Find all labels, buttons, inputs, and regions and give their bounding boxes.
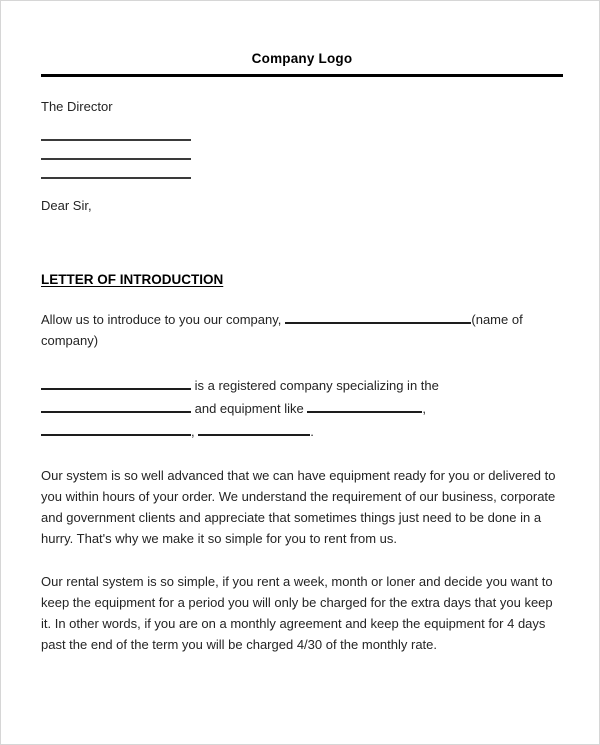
- registered-line-1: [41, 374, 563, 397]
- registered-line-2-text: and equipment like: [194, 401, 304, 417]
- equipment-item-blank-1[interactable]: [307, 398, 422, 413]
- specialization-blank[interactable]: [41, 398, 191, 413]
- registered-name-blank[interactable]: [41, 375, 191, 390]
- section-heading: LETTER OF INTRODUCTION: [41, 272, 224, 288]
- intro-paragraph: [41, 309, 563, 351]
- registered-line-3: [41, 420, 563, 443]
- registered-company-block: [41, 374, 563, 443]
- salutation-line: Dear Sir,: [41, 198, 92, 214]
- company-name-blank[interactable]: [285, 309, 471, 324]
- address-block: [41, 139, 563, 179]
- recipient-line: The Director: [41, 99, 113, 115]
- registered-line-1-text: is a registered company specializing in the: [194, 378, 439, 394]
- registered-line-2-comma: ,: [422, 401, 427, 417]
- registered-line-3-comma: ,: [191, 424, 195, 440]
- header-divider: [41, 74, 563, 77]
- body-paragraph-1: Our system is so well advanced that we can have equipment ready for you or delivered to you within hours of your order. We understand the requirement of our business, corporate and government clients and appreciate that sometimes things just need to be done in a hurry. That's why we make it so simple for you to rent from us.: [41, 468, 556, 547]
- intro-text-after: (name of: [471, 312, 523, 328]
- intro-text-before: Allow us to introduce to you our company,: [41, 312, 282, 328]
- registered-line-3-period: .: [310, 424, 314, 440]
- address-blank-line-2[interactable]: [41, 158, 191, 160]
- equipment-item-blank-3[interactable]: [198, 421, 310, 436]
- address-blank-line-3[interactable]: [41, 177, 191, 179]
- address-blank-line-1[interactable]: [41, 139, 191, 141]
- company-logo-title: Company Logo: [251, 51, 353, 66]
- letter-sheet: [41, 1, 563, 655]
- intro-continuation: company): [41, 333, 99, 349]
- registered-line-2: [41, 397, 563, 420]
- body-paragraph-2: Our rental system is so simple, if you rent a week, month or loner and decide you want to keep the equipment for a period you will only be charged for the extra days that you keep it. In other words, if you are on a monthly agreement and keep the equipment for 4 days past the end of the term you will be charged 4/30 of the monthly rate.: [41, 574, 553, 653]
- equipment-item-blank-2[interactable]: [41, 421, 191, 436]
